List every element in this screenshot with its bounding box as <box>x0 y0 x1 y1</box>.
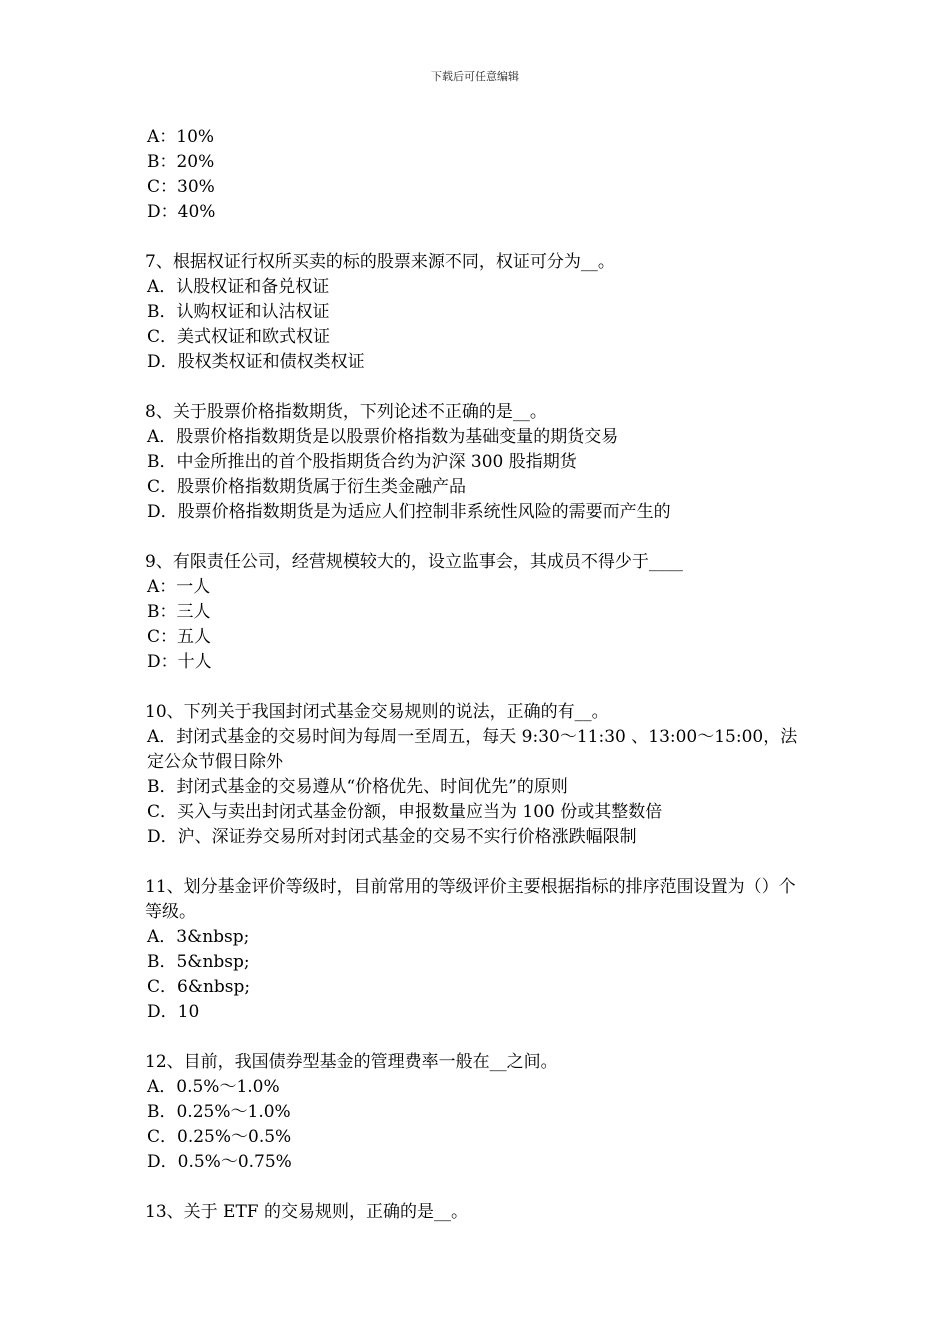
option-c: C．美式权证和欧式权证 <box>147 327 331 347</box>
option-a: A．3&nbsp; <box>147 927 250 947</box>
question-block <box>145 700 810 850</box>
option-c: C．买入与卖出封闭式基金份额，申报数量应当为 100 份或其整数倍 <box>147 802 663 822</box>
page-header: 下载后可任意编辑 <box>431 70 519 83</box>
option-c: C．6&nbsp; <box>147 977 251 997</box>
option-d: D．股权类权证和债权类权证 <box>147 352 365 372</box>
question-text: 9、有限责任公司，经营规模较大的，设立监事会，其成员不得少于____ <box>145 552 683 572</box>
question-block <box>145 1050 810 1175</box>
option-b: B：20% <box>147 152 215 172</box>
option-a: A．封闭式基金的交易时间为每周一至周五，每天 9:30～11:30 、13:00～15:00，法定公众节假日除外 <box>147 727 798 772</box>
question-block <box>145 250 810 375</box>
question-block <box>145 1200 810 1225</box>
question-text: 13、关于 ETF 的交易规则，正确的是__。 <box>145 1202 468 1222</box>
option-b: B．5&nbsp; <box>147 952 250 972</box>
option-c: C：五人 <box>147 627 212 647</box>
question-text: 7、根据权证行权所买卖的标的股票来源不同，权证可分为__。 <box>145 252 615 272</box>
option-c: C．0.25%～0.5% <box>147 1127 292 1147</box>
question-text: 12、目前，我国债券型基金的管理费率一般在__之间。 <box>145 1052 558 1072</box>
option-a: A：一人 <box>147 577 211 597</box>
question-text: 8、关于股票价格指数期货，下列论述不正确的是__。 <box>145 402 547 422</box>
option-c: C．股票价格指数期货属于衍生类金融产品 <box>147 477 467 497</box>
option-d: D：40% <box>147 202 216 222</box>
option-b: B．中金所推出的首个股指期货合约为沪深 300 股指期货 <box>147 452 577 472</box>
question-block <box>145 875 810 1025</box>
option-c: C：30% <box>147 177 215 197</box>
option-b: B．认购权证和认沽权证 <box>147 302 330 322</box>
option-d: D．10 <box>147 1002 200 1022</box>
question-block <box>145 400 810 525</box>
option-b: B．0.25%～1.0% <box>147 1102 291 1122</box>
option-b: B：三人 <box>147 602 211 622</box>
option-d: D．0.5%～0.75% <box>147 1152 292 1172</box>
document-body <box>145 125 810 1225</box>
option-b: B．封闭式基金的交易遵从“价格优先、时间优先”的原则 <box>147 777 568 797</box>
question-block <box>145 125 810 225</box>
option-a: A．股票价格指数期货是以股票价格指数为基础变量的期货交易 <box>147 427 619 447</box>
option-a: A：10% <box>147 127 215 147</box>
question-text: 11、划分基金评价等级时，目前常用的等级评价主要根据指标的排序范围设置为（）个等级。 <box>145 877 796 922</box>
question-block <box>145 550 810 675</box>
question-text: 10、下列关于我国封闭式基金交易规则的说法，正确的有__。 <box>145 702 609 722</box>
option-a: A．0.5%～1.0% <box>147 1077 280 1097</box>
option-d: D．股票价格指数期货是为适应人们控制非系统性风险的需要而产生的 <box>147 502 671 522</box>
option-d: D．沪、深证券交易所对封闭式基金的交易不实行价格涨跌幅限制 <box>147 827 637 847</box>
option-d: D：十人 <box>147 652 212 672</box>
option-a: A．认股权证和备兑权证 <box>147 277 330 297</box>
